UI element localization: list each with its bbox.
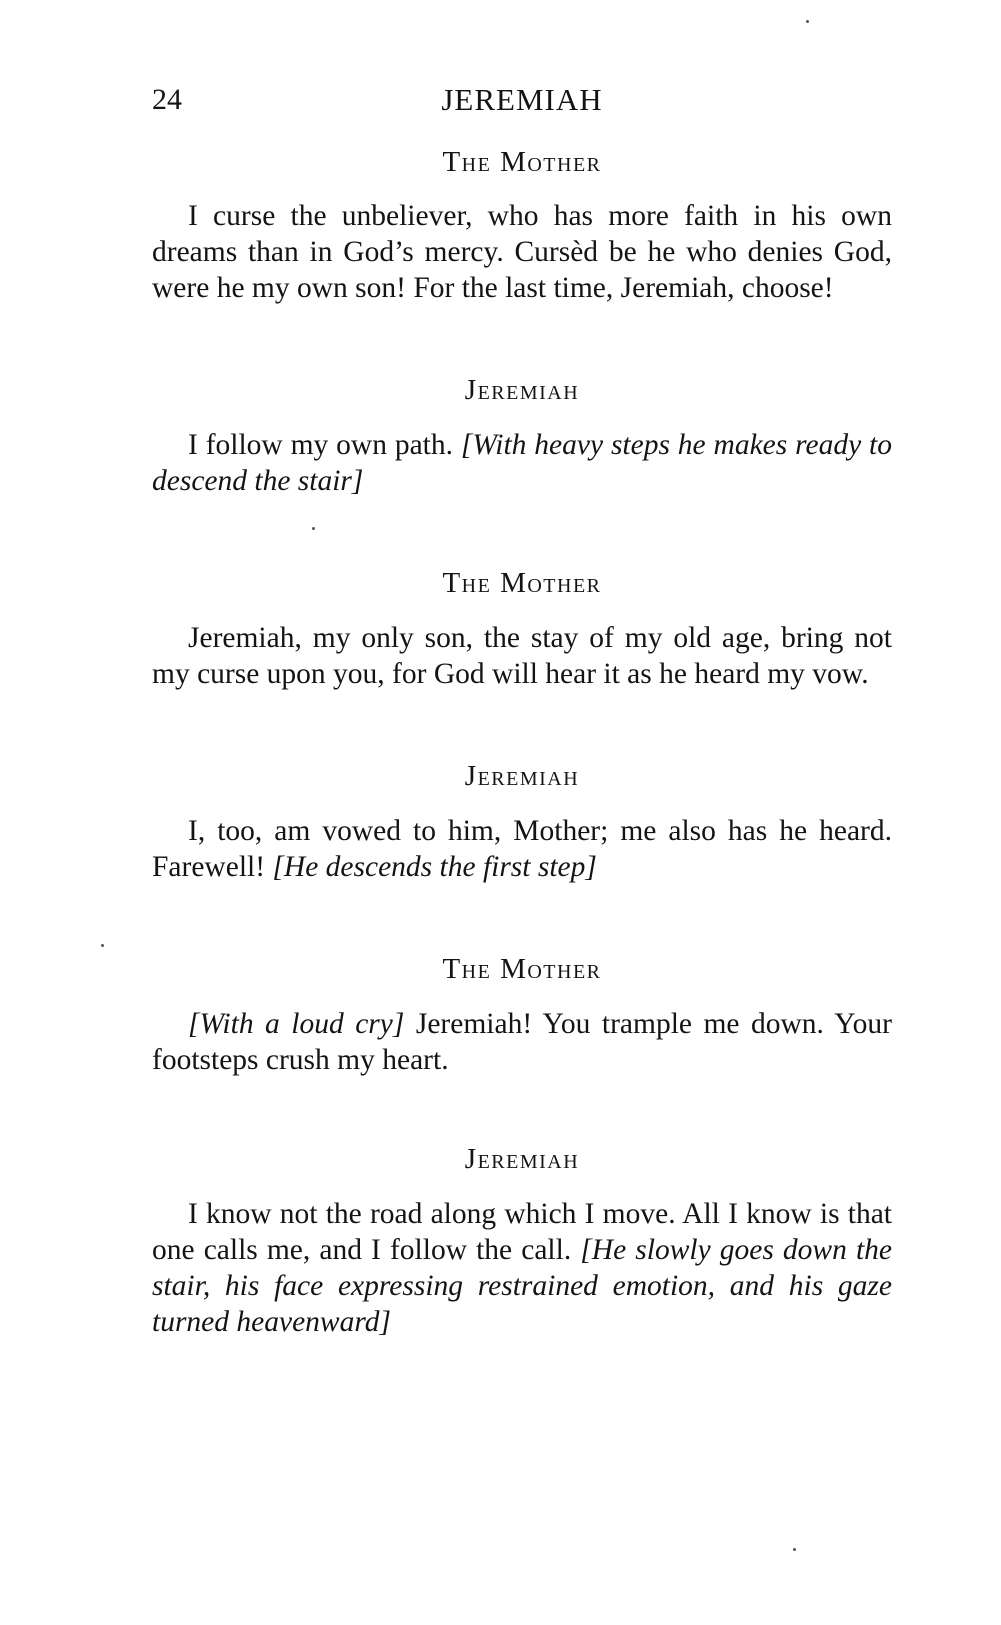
speaker-name: Jeremiah [464, 760, 580, 792]
scan-speck [312, 527, 315, 530]
speaker-name: The Mother [442, 146, 602, 178]
scan-speck [793, 1548, 796, 1551]
speaker-name: Jeremiah [464, 1143, 580, 1175]
page-number: 24 [152, 83, 182, 116]
scan-speck [806, 20, 809, 23]
speech-body: I curse the unbeliever, who has more faith in his own dreams than in God’s mercy. Cursèd be he who denies God, were he my own son! For the last time, Jeremiah, choose! [152, 200, 892, 304]
running-title: JEREMIAH [441, 82, 603, 117]
stage-direction: [He descends the first step] [272, 851, 597, 883]
speech-body: Jeremiah! You trample me down. Your footsteps crush my heart. [152, 1008, 892, 1076]
stage-direction: [He slowly goes down the stair, his face expressing restrained emotion, and his gaze turned heavenward] [152, 1234, 893, 1338]
speaker-name: The Mother [442, 953, 602, 985]
speech-text [152, 1006, 892, 1078]
speech-text [152, 1196, 892, 1340]
speech-body: I, too, am vowed to him, Mother; me also has he heard. Farewell! [152, 815, 892, 883]
stage-direction: [With heavy steps he makes ready to descend the stair] [152, 429, 892, 497]
speech-text [152, 620, 892, 692]
page-header [152, 82, 892, 122]
scan-speck [101, 944, 104, 947]
stage-direction: [With a loud cry] [188, 1008, 405, 1040]
speech-body: Jeremiah, my only son, the stay of my old age, bring not my curse upon you, for God will hear it as he heard my vow. [152, 622, 892, 690]
speech-text [152, 813, 892, 885]
speaker-name: The Mother [442, 567, 602, 599]
speech-body: I know not the road along which I move. All I know is that one calls me, and I follow the call. [152, 1198, 892, 1266]
speaker-name: Jeremiah [464, 374, 580, 406]
speech-body: I follow my own path. [188, 429, 461, 461]
speech-text [152, 198, 892, 306]
speech-text [152, 427, 892, 499]
